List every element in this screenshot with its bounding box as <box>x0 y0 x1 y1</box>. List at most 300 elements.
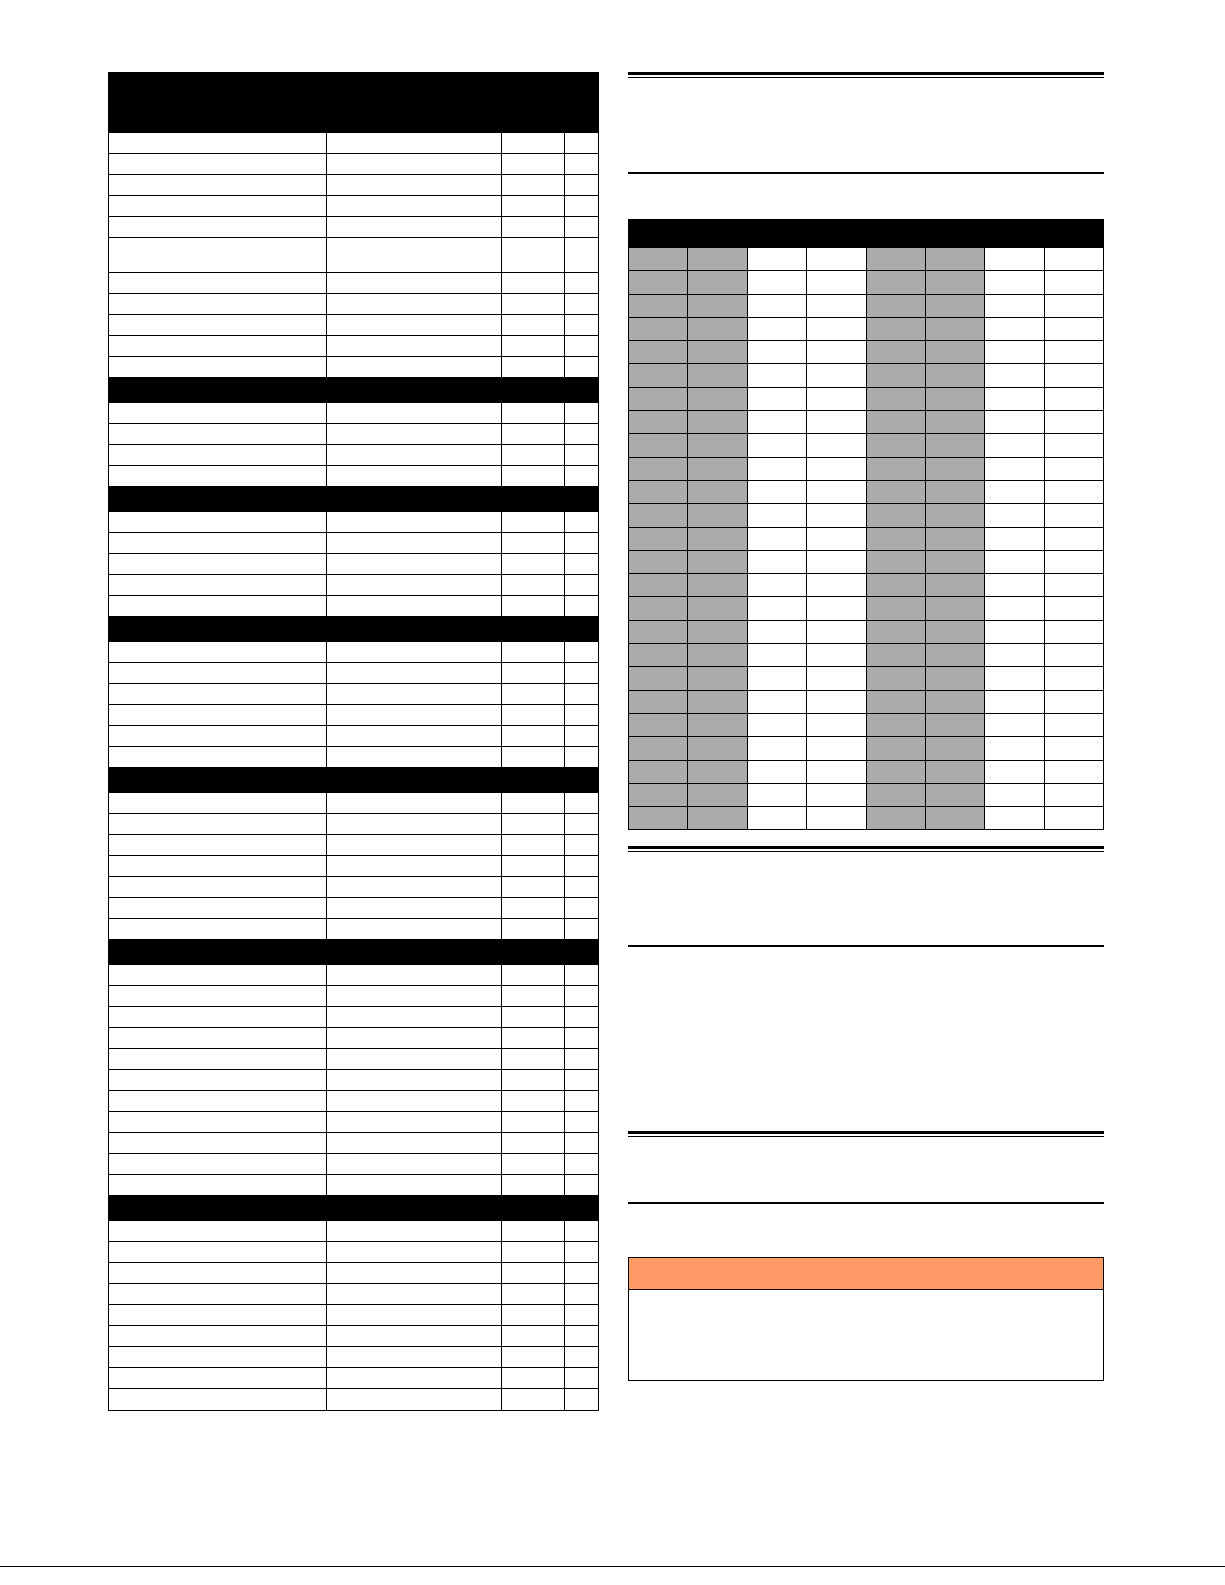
register-cell <box>565 1154 598 1174</box>
register-cell <box>565 663 598 683</box>
register-cell <box>327 294 502 314</box>
grid-cell <box>629 551 688 573</box>
register-row <box>109 1049 598 1070</box>
register-section-heading <box>109 378 598 403</box>
register-cell <box>327 835 502 855</box>
grid-cell <box>807 574 866 596</box>
grid-cell <box>807 271 866 293</box>
register-section-heading <box>109 617 598 642</box>
register-cell <box>502 294 565 314</box>
register-cell <box>502 747 565 767</box>
register-cell <box>109 1326 327 1346</box>
register-cell <box>109 175 327 195</box>
grid-cell <box>748 667 807 689</box>
grid-cell <box>985 621 1044 643</box>
grid-cell <box>748 504 807 526</box>
grid-cell <box>867 434 926 456</box>
register-cell <box>109 133 327 153</box>
grid-cell <box>985 667 1044 689</box>
register-cell <box>109 1028 327 1048</box>
register-cell <box>502 1133 565 1153</box>
register-cell <box>502 1028 565 1048</box>
grid-cell <box>985 597 1044 619</box>
register-row <box>109 357 598 378</box>
register-cell <box>327 554 502 574</box>
register-cell <box>109 336 327 356</box>
grid-cell <box>807 481 866 503</box>
grid-cell <box>985 411 1044 433</box>
grid-cell <box>748 528 807 550</box>
grid-cell <box>1045 341 1103 363</box>
grid-cell <box>926 481 985 503</box>
register-cell <box>327 1112 502 1132</box>
register-cell <box>502 466 565 486</box>
grid-cell <box>688 295 747 317</box>
grid-cell <box>629 504 688 526</box>
register-cell <box>565 596 598 616</box>
grid-cell <box>748 597 807 619</box>
grid-cell <box>629 714 688 736</box>
register-row <box>109 1263 598 1284</box>
grid-cell <box>926 295 985 317</box>
grid-cell <box>748 644 807 666</box>
grid-cell <box>867 504 926 526</box>
register-cell <box>109 1175 327 1195</box>
register-cell <box>502 403 565 423</box>
register-cell <box>502 1070 565 1090</box>
register-row <box>109 856 598 877</box>
register-cell <box>565 1133 598 1153</box>
grid-cell <box>807 737 866 759</box>
grid-cell <box>926 528 985 550</box>
grid-cell <box>867 458 926 480</box>
register-row <box>109 273 598 294</box>
grid-cell <box>867 784 926 806</box>
register-cell <box>327 1284 502 1304</box>
grid-cell <box>629 528 688 550</box>
register-cell <box>502 273 565 293</box>
register-cell <box>502 1326 565 1346</box>
grid-cell <box>985 574 1044 596</box>
register-cell <box>109 726 327 746</box>
register-row <box>109 1284 598 1305</box>
register-cell <box>109 856 327 876</box>
grid-cell <box>867 644 926 666</box>
grid-row <box>629 480 1103 503</box>
register-cell <box>109 533 327 553</box>
register-cell <box>502 814 565 834</box>
grid-cell <box>688 737 747 759</box>
register-cell <box>327 238 502 272</box>
grid-cell <box>688 411 747 433</box>
register-row <box>109 575 598 596</box>
grid-cell <box>926 434 985 456</box>
grid-row <box>629 596 1103 619</box>
grid-cell <box>926 341 985 363</box>
register-cell <box>565 1305 598 1325</box>
grid-cell <box>629 248 688 270</box>
grid-cell <box>688 481 747 503</box>
register-cell <box>565 554 598 574</box>
register-cell <box>327 273 502 293</box>
section-3 <box>628 1131 1104 1137</box>
register-row <box>109 1154 598 1175</box>
register-cell <box>502 919 565 939</box>
register-cell <box>109 1091 327 1111</box>
grid-cell <box>688 621 747 643</box>
register-cell <box>502 554 565 574</box>
register-cell <box>109 1154 327 1174</box>
register-cell <box>109 642 327 662</box>
grid-cell <box>1045 504 1103 526</box>
register-cell <box>327 196 502 216</box>
grid-cell <box>629 621 688 643</box>
register-row <box>109 642 598 663</box>
register-cell <box>565 175 598 195</box>
grid-cell <box>688 644 747 666</box>
register-section-heading <box>109 1196 598 1221</box>
register-row <box>109 1347 598 1368</box>
register-cell <box>109 793 327 813</box>
register-table-header <box>109 73 598 133</box>
register-cell <box>565 512 598 532</box>
grid-cell <box>688 784 747 806</box>
grid-row <box>629 806 1103 829</box>
grid-cell <box>867 411 926 433</box>
register-cell <box>502 315 565 335</box>
register-cell <box>502 835 565 855</box>
grid-cell <box>926 364 985 386</box>
grid-cell <box>985 364 1044 386</box>
grid-row <box>629 573 1103 596</box>
register-cell <box>502 238 565 272</box>
grid-cell <box>748 574 807 596</box>
register-row <box>109 336 598 357</box>
register-cell <box>565 154 598 174</box>
register-cell <box>327 856 502 876</box>
register-cell <box>502 684 565 704</box>
register-cell <box>109 705 327 725</box>
grid-row <box>629 340 1103 363</box>
register-cell <box>109 424 327 444</box>
register-cell <box>502 1112 565 1132</box>
register-cell <box>565 445 598 465</box>
grid-cell <box>985 714 1044 736</box>
grid-cell <box>1045 271 1103 293</box>
register-cell <box>502 154 565 174</box>
footer-rule <box>0 1566 1225 1567</box>
section-1-top-rule <box>628 72 1104 78</box>
register-cell <box>502 986 565 1006</box>
register-cell <box>565 726 598 746</box>
register-cell <box>502 965 565 985</box>
register-cell <box>327 1389 502 1410</box>
grid-row <box>629 410 1103 433</box>
register-cell <box>327 642 502 662</box>
register-cell <box>565 424 598 444</box>
grid-cell <box>748 341 807 363</box>
grid-cell <box>629 318 688 340</box>
register-cell <box>502 1368 565 1388</box>
grid-cell <box>807 691 866 713</box>
register-section-heading <box>109 768 598 793</box>
register-cell <box>502 217 565 237</box>
register-cell <box>327 1091 502 1111</box>
register-cell <box>109 1284 327 1304</box>
register-row <box>109 986 598 1007</box>
register-cell <box>109 1112 327 1132</box>
register-cell <box>327 726 502 746</box>
grid-cell <box>807 388 866 410</box>
grid-cell <box>629 411 688 433</box>
register-cell <box>502 1175 565 1195</box>
section-3-bottom-rule <box>628 1202 1104 1204</box>
register-cell <box>109 814 327 834</box>
grid-cell <box>867 667 926 689</box>
grid-cell <box>985 504 1044 526</box>
grid-cell <box>1045 388 1103 410</box>
register-row <box>109 238 598 273</box>
register-cell <box>502 856 565 876</box>
register-row <box>109 1070 598 1091</box>
grid-cell <box>1045 714 1103 736</box>
grid-cell <box>1045 761 1103 783</box>
grid-cell <box>867 528 926 550</box>
register-row <box>109 512 598 533</box>
register-cell <box>327 705 502 725</box>
register-cell <box>565 793 598 813</box>
register-cell <box>565 466 598 486</box>
register-cell <box>327 1368 502 1388</box>
register-cell <box>109 1049 327 1069</box>
grid-table <box>628 219 1104 830</box>
grid-cell <box>748 411 807 433</box>
register-row <box>109 1028 598 1049</box>
grid-cell <box>867 248 926 270</box>
register-cell <box>327 217 502 237</box>
register-cell <box>109 684 327 704</box>
register-row <box>109 1007 598 1028</box>
grid-row <box>629 270 1103 293</box>
grid-cell <box>807 667 866 689</box>
register-cell <box>327 919 502 939</box>
register-cell <box>109 1389 327 1410</box>
register-cell <box>502 898 565 918</box>
grid-cell <box>629 807 688 829</box>
grid-cell <box>985 761 1044 783</box>
grid-row <box>629 760 1103 783</box>
grid-cell <box>688 597 747 619</box>
grid-cell <box>867 807 926 829</box>
section-1-bottom-rule <box>628 172 1104 174</box>
grid-cell <box>867 481 926 503</box>
grid-cell <box>985 807 1044 829</box>
register-cell <box>109 466 327 486</box>
register-cell <box>327 1347 502 1367</box>
grid-cell <box>688 574 747 596</box>
register-cell <box>327 512 502 532</box>
register-row <box>109 1389 598 1410</box>
register-cell <box>327 1263 502 1283</box>
register-cell <box>109 663 327 683</box>
grid-cell <box>926 644 985 666</box>
grid-cell <box>985 388 1044 410</box>
grid-cell <box>629 364 688 386</box>
register-cell <box>327 1305 502 1325</box>
grid-cell <box>807 714 866 736</box>
grid-cell <box>748 295 807 317</box>
grid-cell <box>1045 807 1103 829</box>
grid-cell <box>629 434 688 456</box>
register-cell <box>109 1347 327 1367</box>
register-cell <box>565 1175 598 1195</box>
grid-cell <box>1045 248 1103 270</box>
register-cell <box>327 1326 502 1346</box>
register-cell <box>109 273 327 293</box>
grid-cell <box>688 458 747 480</box>
register-cell <box>502 1221 565 1241</box>
register-cell <box>565 357 598 377</box>
section-2 <box>628 846 1104 852</box>
grid-cell <box>1045 621 1103 643</box>
grid-cell <box>748 364 807 386</box>
register-row <box>109 196 598 217</box>
grid-row <box>629 666 1103 689</box>
grid-table-body <box>629 247 1103 829</box>
grid-cell <box>1045 434 1103 456</box>
grid-cell <box>807 761 866 783</box>
grid-cell <box>688 504 747 526</box>
grid-cell <box>688 434 747 456</box>
register-row <box>109 663 598 684</box>
grid-cell <box>985 481 1044 503</box>
grid-cell <box>629 341 688 363</box>
register-cell <box>565 1221 598 1241</box>
grid-cell <box>629 691 688 713</box>
register-row <box>109 684 598 705</box>
grid-cell <box>688 714 747 736</box>
grid-cell <box>748 737 807 759</box>
register-cell <box>565 1389 598 1410</box>
grid-row <box>629 550 1103 573</box>
grid-cell <box>985 318 1044 340</box>
register-cell <box>109 154 327 174</box>
grid-cell <box>867 597 926 619</box>
grid-cell <box>1045 364 1103 386</box>
register-row <box>109 175 598 196</box>
register-cell <box>565 336 598 356</box>
register-cell <box>327 1028 502 1048</box>
register-section-heading <box>109 940 598 965</box>
register-row <box>109 814 598 835</box>
grid-cell <box>1045 784 1103 806</box>
grid-cell <box>807 434 866 456</box>
grid-cell <box>629 388 688 410</box>
grid-cell <box>629 458 688 480</box>
register-cell <box>565 294 598 314</box>
register-cell <box>327 133 502 153</box>
section-2-top-rule <box>628 846 1104 852</box>
grid-cell <box>1045 318 1103 340</box>
register-cell <box>327 403 502 423</box>
grid-cell <box>688 528 747 550</box>
grid-cell <box>867 761 926 783</box>
note-box <box>628 1257 1104 1381</box>
register-row <box>109 1133 598 1154</box>
grid-row <box>629 457 1103 480</box>
grid-cell <box>985 528 1044 550</box>
register-cell <box>565 684 598 704</box>
register-cell <box>502 336 565 356</box>
register-row <box>109 403 598 424</box>
grid-cell <box>926 411 985 433</box>
register-cell <box>565 965 598 985</box>
grid-cell <box>629 667 688 689</box>
register-cell <box>565 238 598 272</box>
register-cell <box>109 877 327 897</box>
grid-cell <box>926 574 985 596</box>
register-cell <box>565 1091 598 1111</box>
grid-cell <box>926 271 985 293</box>
grid-cell <box>867 574 926 596</box>
register-cell <box>565 856 598 876</box>
register-cell <box>327 1175 502 1195</box>
register-cell <box>109 1305 327 1325</box>
grid-cell <box>926 458 985 480</box>
grid-cell <box>926 667 985 689</box>
grid-cell <box>867 271 926 293</box>
grid-cell <box>807 621 866 643</box>
grid-row <box>629 713 1103 736</box>
register-row <box>109 466 598 487</box>
register-cell <box>109 965 327 985</box>
grid-cell <box>867 295 926 317</box>
register-cell <box>502 575 565 595</box>
register-cell <box>109 1007 327 1027</box>
grid-cell <box>985 341 1044 363</box>
grid-row <box>629 363 1103 386</box>
grid-cell <box>748 481 807 503</box>
grid-cell <box>926 621 985 643</box>
register-cell <box>565 877 598 897</box>
grid-row <box>629 387 1103 410</box>
register-section-heading <box>109 487 598 512</box>
grid-cell <box>985 784 1044 806</box>
register-cell <box>327 1242 502 1262</box>
register-cell <box>565 1007 598 1027</box>
note-box-header <box>629 1258 1103 1290</box>
register-cell <box>502 424 565 444</box>
grid-cell <box>748 761 807 783</box>
grid-cell <box>688 388 747 410</box>
grid-cell <box>629 761 688 783</box>
register-cell <box>565 403 598 423</box>
grid-cell <box>985 551 1044 573</box>
grid-cell <box>629 644 688 666</box>
grid-cell <box>926 761 985 783</box>
register-row <box>109 877 598 898</box>
register-cell <box>502 1347 565 1367</box>
grid-cell <box>1045 691 1103 713</box>
register-cell <box>109 512 327 532</box>
register-cell <box>565 1368 598 1388</box>
grid-cell <box>867 364 926 386</box>
register-cell <box>565 1284 598 1304</box>
grid-row <box>629 433 1103 456</box>
register-cell <box>327 336 502 356</box>
register-cell <box>109 596 327 616</box>
register-cell <box>327 357 502 377</box>
